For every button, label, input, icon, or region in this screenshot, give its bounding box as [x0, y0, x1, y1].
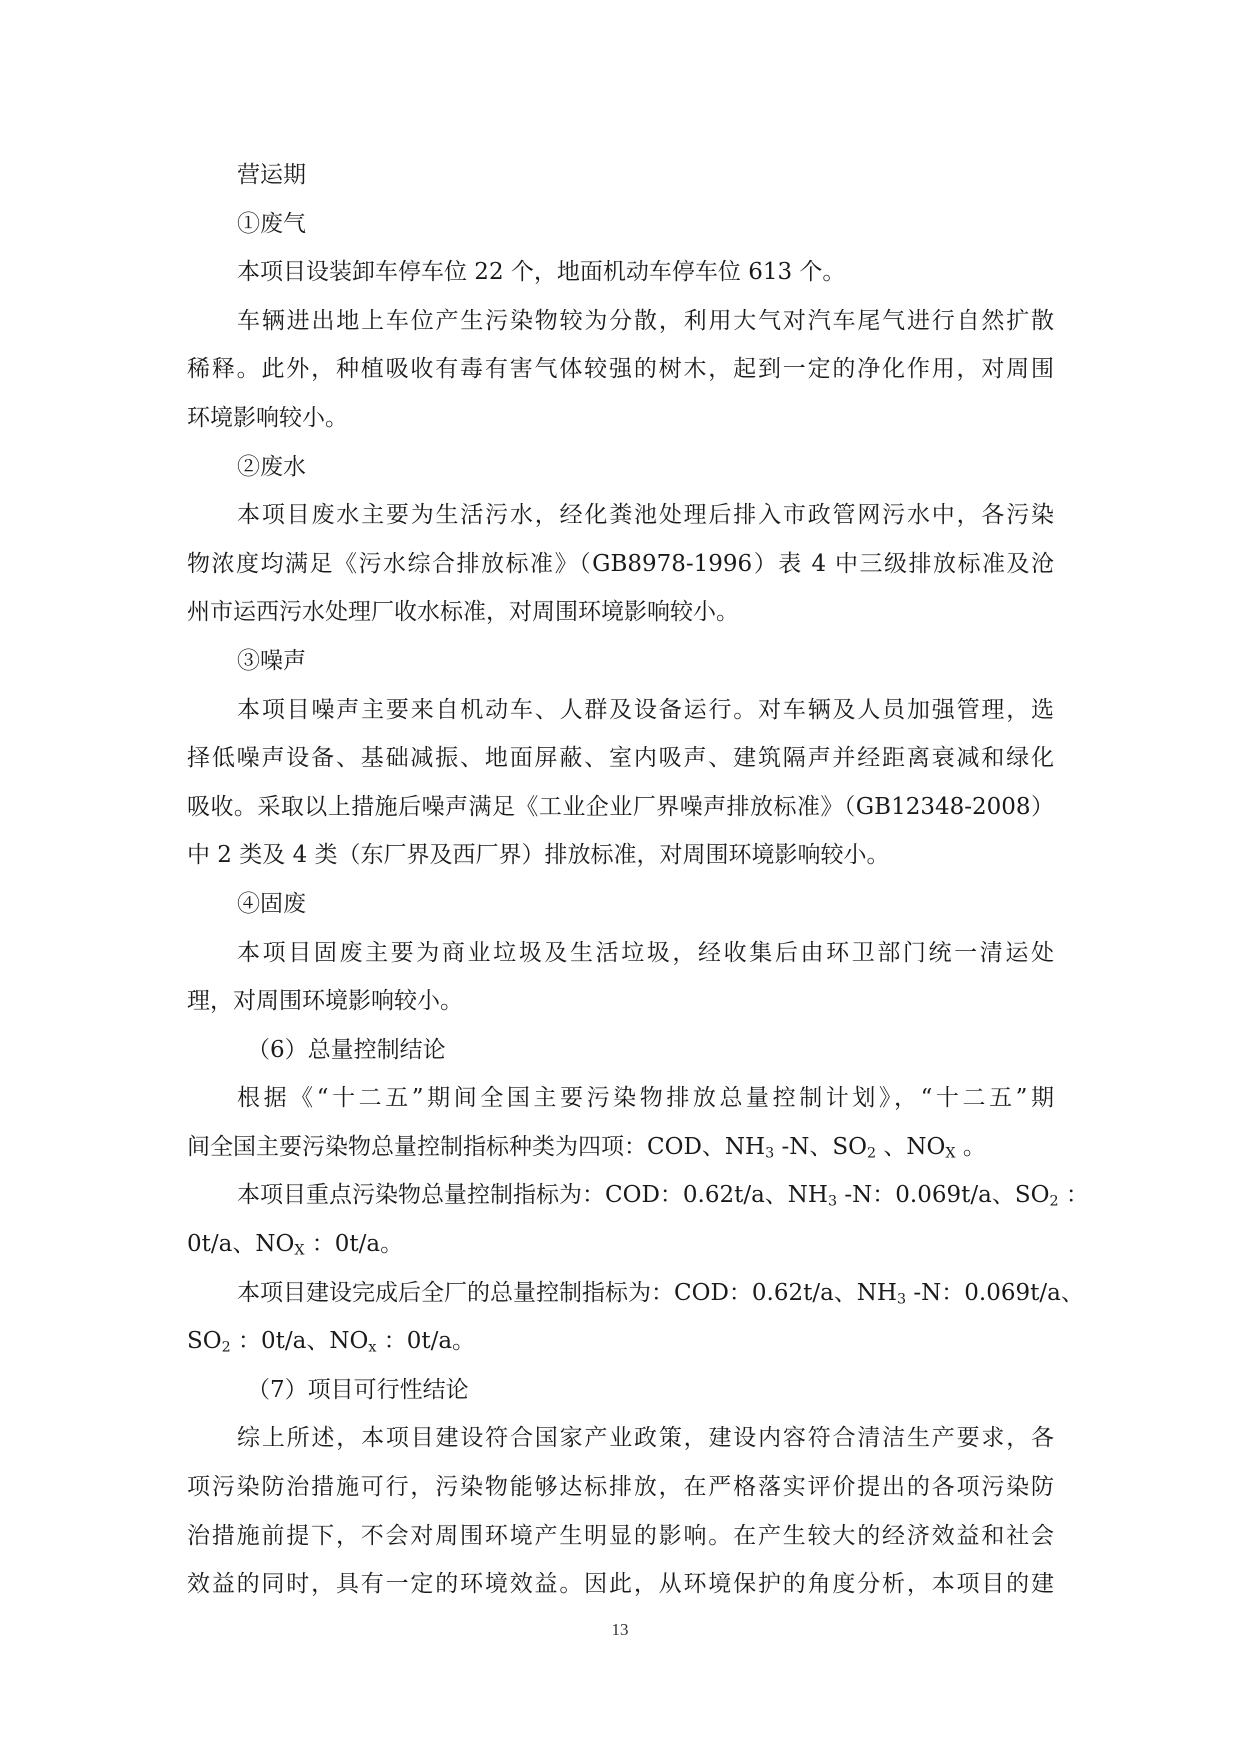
paragraph-line: 本项目重点污染物总量控制指标为：COD：0.62t/a、$NH_3$ -N：0.069t/a、$SO_2$ ： — [237, 1182, 1089, 1211]
paragraph-line: 本项目噪声主要来自机动车、人群及设备运行。对车辆及人员加强管理，选 — [237, 696, 1054, 723]
paragraph-line: 中 2 类及 4 类（东厂界及西厂界）排放标准，对周围环境影响较小。 — [187, 842, 890, 869]
paragraph-line: 综上所述，本项目建设符合国家产业政策，建设内容符合清洁生产要求，各 — [237, 1425, 1054, 1452]
paragraph-line: 治措施前提下，不会对周围环境产生明显的影响。在产生较大的经济效益和社会 — [187, 1522, 1054, 1549]
paragraph-line: 效益的同时，具有一定的环境效益。因此，从环境保护的角度分析，本项目的建 — [187, 1571, 1054, 1598]
paragraph-line: 0t/a、$NO_X$ ：0t/a。 — [187, 1231, 404, 1259]
paragraph-line: 择低噪声设备、基础减振、地面屏蔽、室内吸声、建筑隔声并经距离衰减和绿化 — [187, 745, 1054, 772]
paragraph-line: $SO_2$ ：0t/a、$NO_x$ ：0t/a。 — [187, 1328, 476, 1356]
paragraph-line: 车辆进出地上车位产生污染物较为分散，利用大气对汽车尾气进行自然扩散 — [237, 307, 1054, 334]
subheading-noise: ③噪声 — [237, 647, 306, 674]
page-number: 13 — [611, 1620, 629, 1639]
paragraph-line: 物浓度均满足《污水综合排放标准》（GB8978-1996）表 4 中三级排放标准及沧 — [187, 550, 1054, 577]
paragraph-line: 间全国主要污染物总量控制指标种类为四项：COD、$NH_3$ -N、$SO_2$ 、$NO_X$ 。 — [187, 1133, 986, 1162]
subheading-waste-gas: ①废气 — [237, 210, 306, 237]
paragraph-line: 理，对周围环境影响较小。 — [187, 988, 463, 1015]
subheading-solid-waste: ④固废 — [237, 890, 306, 917]
section-heading-feasibility: （7）项目可行性结论 — [247, 1376, 469, 1403]
paragraph-line: 项污染防治措施可行，污染物能够达标排放，在严格落实评价提出的各项污染防 — [187, 1474, 1054, 1501]
paragraph-line: 本项目设装卸车停车位 22 个，地面机动车停车位 613 个。 — [237, 259, 846, 286]
paragraph-line: 本项目固废主要为商业垃圾及生活垃圾，经收集后由环卫部门统一清运处 — [237, 939, 1054, 966]
paragraph-line: 本项目建设完成后全厂的总量控制指标为：COD：0.62t/a、$NH_3$ -N：0.069t/a、 — [237, 1279, 1084, 1308]
paragraph-line: 州市运西污水处理厂收水标准，对周围环境影响较小。 — [187, 599, 739, 626]
heading-operation-period: 营运期 — [237, 162, 306, 188]
paragraph-line: 吸收。采取以上措施后噪声满足《工业企业厂界噪声排放标准》（GB12348-2008） — [187, 793, 1054, 820]
subheading-waste-water: ②废水 — [237, 453, 306, 480]
paragraph-line: 稀释。此外，种植吸收有毒有害气体较强的树木，起到一定的净化作用，对周围 — [187, 356, 1054, 383]
paragraph-line: 环境影响较小。 — [187, 404, 348, 431]
paragraph-line: 根据《“十二五”期间全国主要污染物排放总量控制计划》，“十二五”期 — [237, 1085, 1054, 1112]
document-body — [187, 151, 1089, 1609]
paragraph-line: 本项目废水主要为生活污水，经化粪池处理后排入市政管网污水中，各污染 — [237, 502, 1054, 529]
section-heading-total-control: （6）总量控制结论 — [247, 1036, 446, 1063]
